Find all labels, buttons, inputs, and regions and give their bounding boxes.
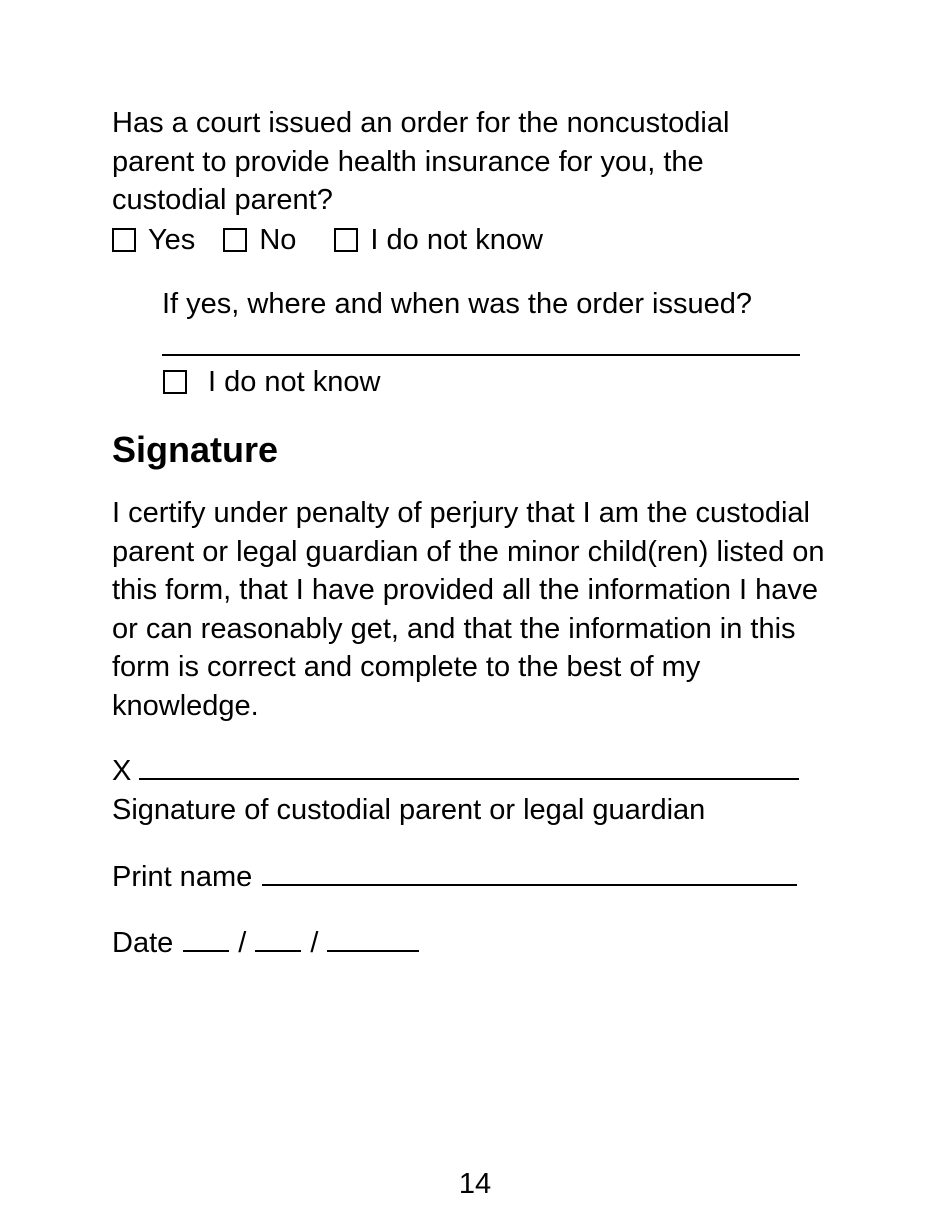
- signature-heading: Signature: [112, 429, 279, 470]
- option-yes-label: Yes: [148, 224, 196, 256]
- date-month-field[interactable]: [183, 926, 229, 952]
- print-name-row: [112, 858, 797, 897]
- order-do-not-know-label: I do not know: [208, 366, 381, 398]
- order-location-field[interactable]: [162, 354, 800, 356]
- date-separator: /: [238, 927, 247, 959]
- option-no[interactable]: [223, 221, 296, 260]
- insurance-order-question: Has a court issued an order for the noncustodial parent to provide health insurance for you, the custodial parent?: [112, 107, 730, 216]
- option-do-not-know-label: I do not know: [370, 224, 543, 256]
- no-checkbox[interactable]: [223, 228, 247, 252]
- order-location-do-not-know[interactable]: [163, 363, 381, 402]
- date-day-field[interactable]: [255, 926, 301, 952]
- signature-caption: Signature of custodial parent or legal guardian: [112, 794, 706, 826]
- order-do-not-know-checkbox[interactable]: [163, 370, 187, 394]
- print-name-label: Print name: [112, 861, 253, 893]
- insurance-order-options: [112, 221, 543, 260]
- date-label: Date: [112, 927, 174, 959]
- signature-line: [112, 752, 799, 791]
- signature-x-mark: X: [112, 755, 132, 787]
- option-no-label: No: [259, 224, 297, 256]
- do-not-know-checkbox[interactable]: [334, 228, 358, 252]
- date-row: [112, 924, 419, 963]
- page-number: 14: [458, 1168, 492, 1200]
- order-location-question: If yes, where and when was the order issued?: [162, 288, 752, 320]
- date-separator: /: [310, 927, 319, 959]
- signature-field[interactable]: [139, 754, 799, 780]
- date-year-field[interactable]: [327, 926, 419, 952]
- option-do-not-know[interactable]: [334, 221, 543, 260]
- yes-checkbox[interactable]: [112, 228, 136, 252]
- print-name-field[interactable]: [262, 860, 797, 886]
- option-yes[interactable]: [112, 221, 195, 260]
- certification-text: I certify under penalty of perjury that I am the custodial parent or legal guardian of the minor child(ren) listed on this form, that I have provided all the information I have or can reasonably get, and that the information in this form is correct and complete to the best of my knowledge.: [112, 497, 825, 722]
